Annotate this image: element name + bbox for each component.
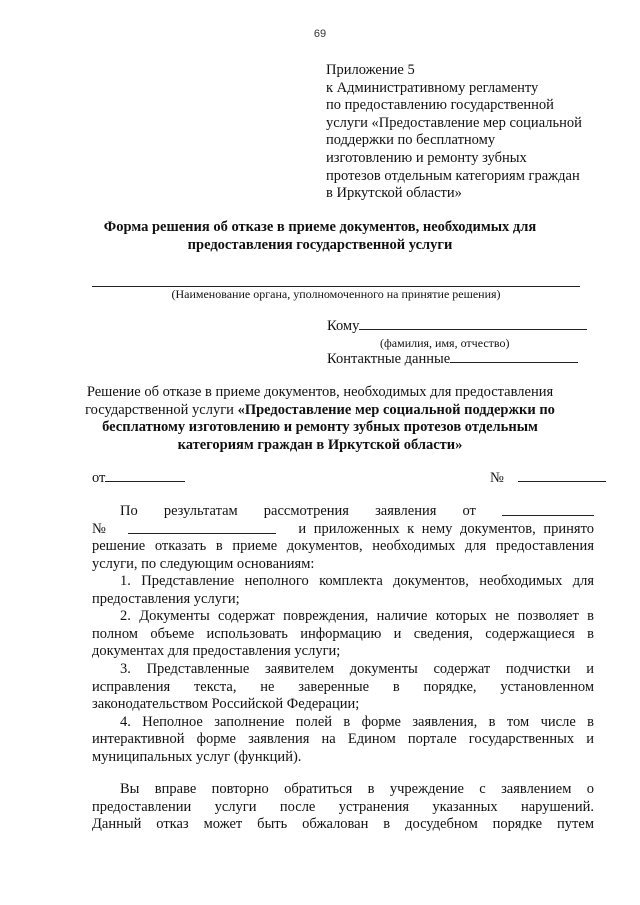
decision-service-name: категориям граждан в Иркутской области» xyxy=(177,436,463,453)
appendix-line: к Административному регламенту xyxy=(326,79,539,96)
appendix-line: услуги «Предоставление мер социальной xyxy=(326,114,582,131)
intro-line: решение отказать в приеме документов, необходимых для предоставления xyxy=(92,538,594,555)
intro-number-sign: № xyxy=(92,520,106,537)
reason-line: предоставления услуги; xyxy=(92,590,240,607)
application-number-blank xyxy=(128,521,276,534)
number-blank xyxy=(518,469,606,482)
contact-label: Контактные данные xyxy=(327,351,451,367)
reason-item xyxy=(92,608,594,661)
decision-line xyxy=(82,437,558,455)
closing-line: Данный отказ может быть обжалован в досудебном порядке путем xyxy=(92,816,594,833)
appendix-line: Приложение 5 xyxy=(326,62,415,78)
reason-line: 3. Представленные заявителем документы содержат подчистки и xyxy=(120,660,594,677)
closing-line: предоставлении услуги после устранения указанных нарушений. xyxy=(92,798,594,815)
application-date-blank xyxy=(502,503,594,516)
intro-word: от xyxy=(462,503,476,519)
recipient-label: Кому xyxy=(327,318,360,334)
decision-line: Решение об отказе в приеме документов, необходимых для предоставления xyxy=(86,384,554,400)
reason-line: законодательством Российской Федерации; xyxy=(92,696,360,713)
number-field xyxy=(490,469,606,487)
appendix-line: изготовлению и ремонту зубных xyxy=(326,149,527,166)
reason-item xyxy=(92,714,594,767)
appendix-line: по предоставлению государственной xyxy=(326,97,554,114)
date-blank xyxy=(105,469,185,482)
decision-service-name: бесплатному изготовлению и ремонту зубных протезов отдельным xyxy=(102,419,538,436)
number-label: № xyxy=(490,470,504,486)
appendix-line: поддержки по бесплатному xyxy=(326,132,496,149)
reason-item xyxy=(92,661,594,714)
intro-text: и приложенных к нему документов, принято xyxy=(298,520,594,537)
intro-word: По xyxy=(120,503,138,519)
reason-line: документах для предоставления услуги; xyxy=(92,643,341,660)
intro-line xyxy=(92,521,594,539)
reason-item xyxy=(92,573,594,608)
decision-heading xyxy=(82,384,558,454)
decision-plain-text: государственной услуги xyxy=(85,401,238,418)
form-title xyxy=(70,219,570,254)
closing-paragraph xyxy=(92,781,594,834)
form-title-line: предоставления государственной услуги xyxy=(187,236,453,253)
reason-line: 1. Представление неполного комплекта документов, необходимых для xyxy=(120,573,594,589)
recipient-blank xyxy=(359,317,587,330)
reasons-list xyxy=(92,573,594,767)
reason-line: муниципальных услуг (функций). xyxy=(92,748,302,765)
date-label: от xyxy=(92,470,106,486)
appendix-line: протезов отдельным категориям граждан xyxy=(326,167,580,184)
reason-line: интерактивной форме заявления на Едином портале государственных и xyxy=(92,731,594,748)
intro-paragraph xyxy=(92,503,594,573)
reason-line: полном объеме использовать информацию и сведения, содержащиеся в xyxy=(92,625,594,642)
contact-field xyxy=(327,350,578,368)
recipient-caption: (фамилия, имя, отчество) xyxy=(380,336,510,350)
appendix-header xyxy=(326,62,616,203)
contact-blank xyxy=(450,350,578,363)
intro-word: результатам xyxy=(163,503,238,519)
form-title-line: Форма решения об отказе в приеме документов, необходимых для xyxy=(103,219,537,235)
reason-line: 4. Неполное заполнение полей в форме заявления, в том числе в xyxy=(120,713,594,730)
recipient-field xyxy=(327,317,587,335)
organization-caption: (Наименование органа, уполномоченного на принятие решения) xyxy=(171,287,501,301)
decision-service-name: «Предоставление мер социальной поддержки по xyxy=(237,401,555,418)
date-field xyxy=(92,469,185,487)
intro-word: заявления xyxy=(375,503,437,519)
intro-line: услуги, по следующим основаниям: xyxy=(92,555,315,572)
reason-line: 2. Документы содержат повреждения, наличие которых не позволяет в xyxy=(120,608,594,625)
intro-word: рассмотрения xyxy=(263,503,349,519)
closing-line: Вы вправе повторно обратиться в учреждение с заявлением о xyxy=(120,781,594,797)
appendix-line: в Иркутской области» xyxy=(326,185,462,202)
page-number: 69 xyxy=(313,28,327,40)
decision-line xyxy=(82,402,558,420)
decision-line xyxy=(82,419,558,437)
reason-line: исправления текста, не заверенные в порядке, установленном xyxy=(92,678,594,695)
intro-line xyxy=(92,503,594,521)
